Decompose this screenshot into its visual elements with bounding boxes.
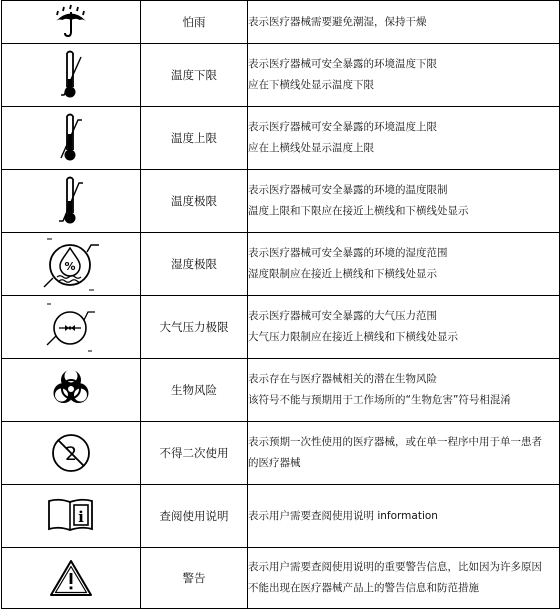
description-line: 表示医疗器械需要避免潮湿，保持干燥	[248, 15, 427, 28]
symbol-name: 温度上限	[141, 107, 248, 170]
symbol-table	[1, 0, 560, 609]
table-row	[2, 485, 560, 548]
table-row	[2, 170, 560, 233]
icon-cell	[2, 107, 141, 170]
icon-cell	[2, 233, 141, 296]
description-line: 温度上限和下限应在接近上横线和下横线处显示	[248, 205, 469, 217]
icon-cell	[2, 422, 141, 485]
description-line: 应在下横线处显示温度下限	[248, 79, 374, 91]
symbol-name: 怕雨	[141, 1, 248, 44]
icon-cell	[2, 1, 141, 44]
icon-cell	[2, 548, 141, 609]
symbol-name: 警告	[141, 548, 248, 609]
icon-cell	[2, 44, 141, 107]
table-row	[2, 296, 560, 359]
description-line: 表示预期一次性使用的医疗器械，或在单一程序中用于单一患者	[248, 436, 542, 448]
symbol-name: 查阅使用说明	[141, 485, 248, 548]
symbol-name: 不得二次使用	[141, 422, 248, 485]
warning-triangle-icon	[48, 558, 94, 598]
description-line: 应在上横线处显示温度上限	[248, 142, 374, 154]
temperature-limit-icon	[55, 175, 87, 227]
do-not-reuse-icon	[49, 431, 93, 475]
svg-text:2: 2	[64, 443, 78, 465]
symbol-description	[248, 359, 560, 422]
icon-cell	[2, 359, 141, 422]
description-line: 的医疗器械	[248, 457, 301, 469]
table-row	[2, 233, 560, 296]
icon-cell	[2, 296, 141, 359]
umbrella-rain-icon	[51, 4, 91, 40]
symbol-description	[248, 44, 560, 107]
description-line: 表示医疗器械可安全暴露的环境的温度限制	[248, 184, 448, 196]
description-line: 该符号不能与预期用于工作场所的“生物危害”符号相混淆	[248, 394, 511, 406]
table-row	[2, 1, 560, 44]
symbol-description	[248, 485, 560, 548]
biohazard-icon	[47, 367, 95, 413]
symbol-name: 生物风险	[141, 359, 248, 422]
symbol-description	[248, 107, 560, 170]
icon-cell	[2, 485, 141, 548]
table-row	[2, 107, 560, 170]
description-line: 不能出现在医疗器械产品上的警告信息和防范措施	[248, 582, 479, 594]
symbol-description	[248, 548, 560, 609]
table-row	[2, 548, 560, 609]
description-line: 表示用户需要查阅使用说明的重要警告信息，比如因为许多原因	[248, 561, 542, 573]
temperature-upper-limit-icon	[55, 112, 87, 164]
symbol-description	[248, 233, 560, 296]
description-line: 表示医疗器械可安全暴露的大气压力范围	[248, 310, 437, 322]
table-row	[2, 359, 560, 422]
svg-text:%: %	[64, 260, 76, 273]
icon-cell	[2, 170, 141, 233]
symbol-description	[248, 1, 560, 44]
consult-instructions-icon	[46, 496, 96, 536]
symbol-description	[248, 422, 560, 485]
humidity-limit-icon	[41, 235, 101, 293]
description-line: 表示用户需要查阅使用说明 information	[248, 509, 438, 522]
symbol-name: 温度下限	[141, 44, 248, 107]
svg-text:i: i	[78, 508, 84, 526]
description-line: 大气压力限制应在接近上横线和下横线处显示	[248, 331, 458, 343]
description-line: 表示医疗器械可安全暴露的环境温度上限	[248, 121, 437, 133]
description-line: 表示医疗器械可安全暴露的环境温度下限	[248, 58, 437, 70]
description-line: 表示医疗器械可安全暴露的环境的湿度范围	[248, 247, 448, 259]
table-row	[2, 422, 560, 485]
description-line: 表示存在与医疗器械相关的潜在生物风险	[248, 373, 437, 385]
symbol-name: 湿度极限	[141, 233, 248, 296]
symbol-description	[248, 170, 560, 233]
symbol-name: 大气压力极限	[141, 296, 248, 359]
temperature-lower-limit-icon	[55, 49, 87, 101]
symbol-name: 温度极限	[141, 170, 248, 233]
table-row	[2, 44, 560, 107]
symbol-description	[248, 296, 560, 359]
atmospheric-pressure-limit-icon	[41, 300, 101, 354]
description-line: 湿度限制应在接近上横线和下横线处显示	[248, 268, 437, 280]
